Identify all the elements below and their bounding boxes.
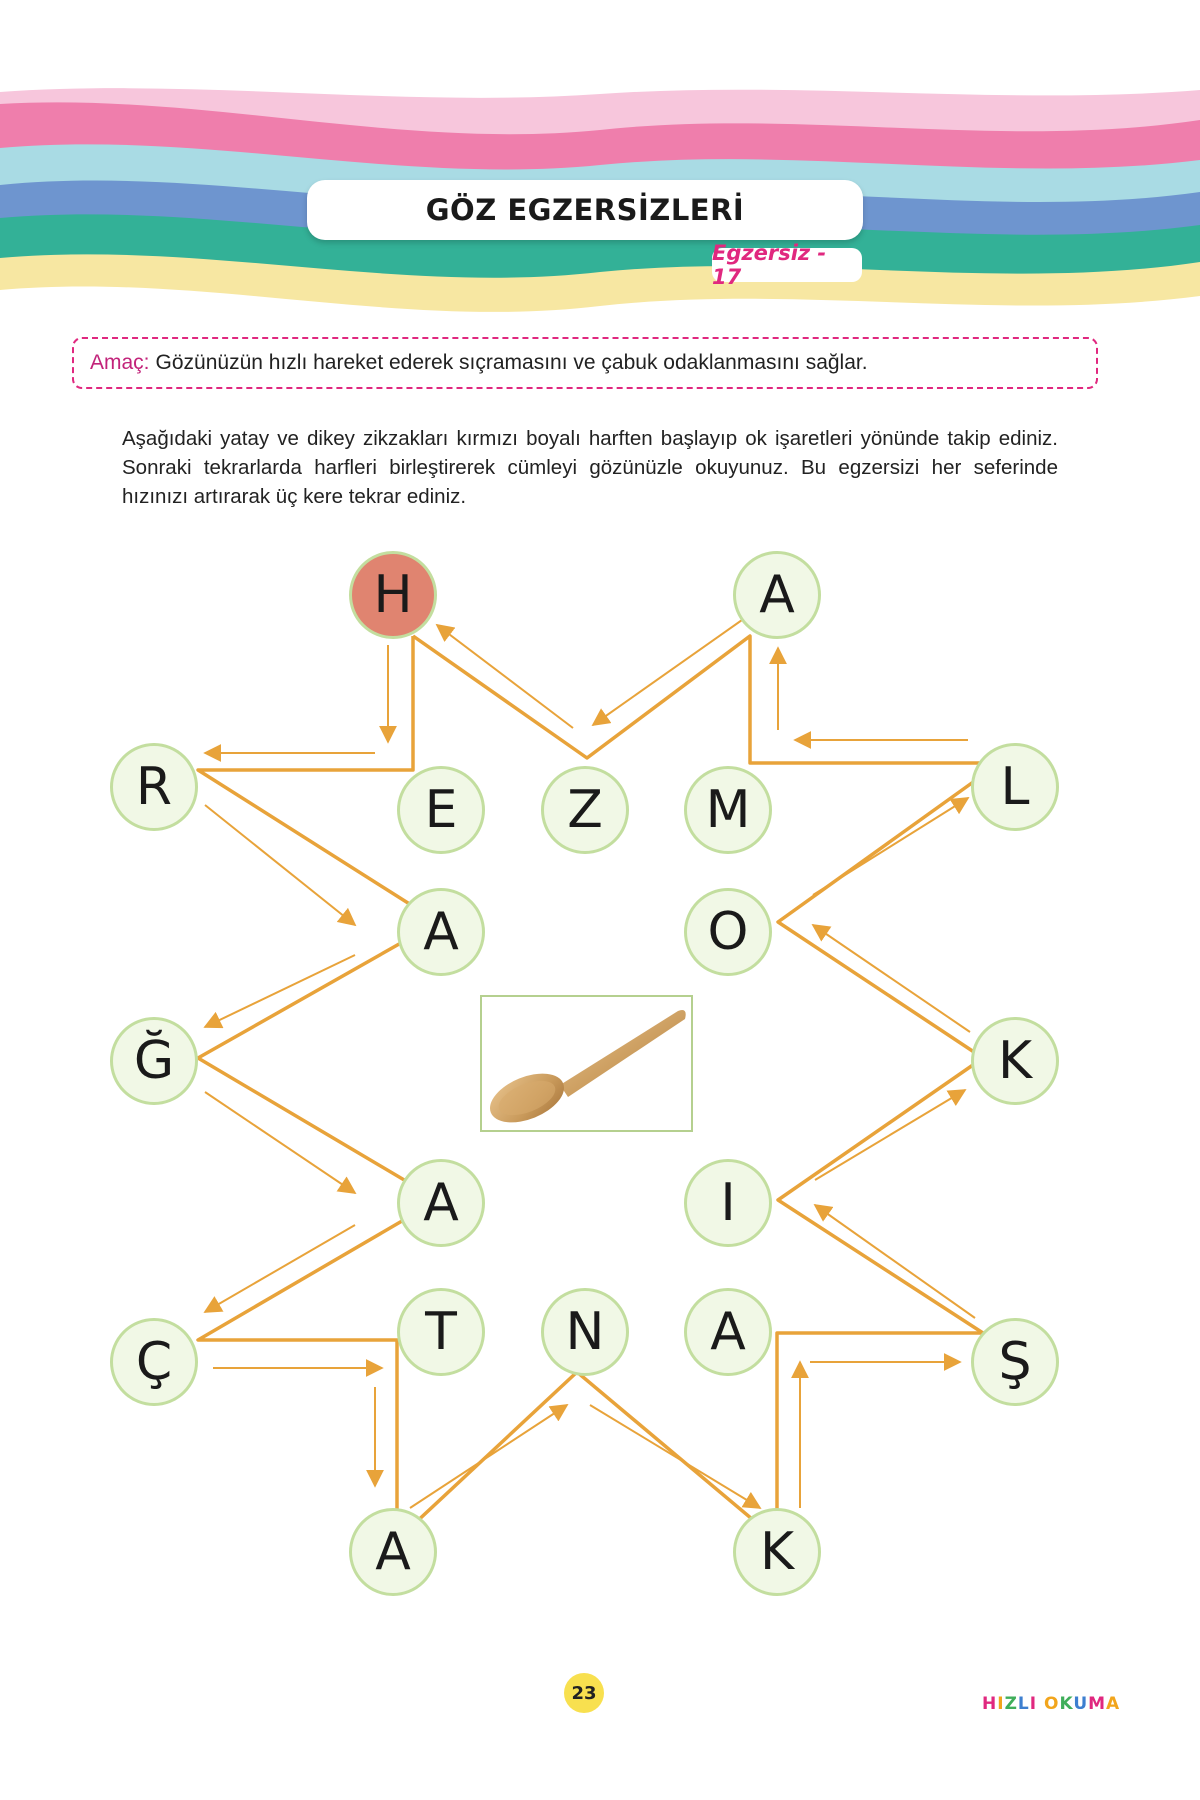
- letter-a: A: [684, 1288, 772, 1376]
- letter-r: R: [110, 743, 198, 831]
- wooden-spoon-icon: [482, 997, 691, 1130]
- letter-g: Ğ: [110, 1017, 198, 1105]
- exercise-number: Egzersiz - 17: [712, 241, 827, 289]
- letter-a: A: [397, 1159, 485, 1247]
- spoon-image-frame: [480, 995, 693, 1132]
- letter-o: O: [684, 888, 772, 976]
- letter-l: L: [971, 743, 1059, 831]
- letter-e: E: [397, 766, 485, 854]
- letter-n: N: [541, 1288, 629, 1376]
- brand-letter: H: [982, 1694, 998, 1714]
- letter-t: T: [397, 1288, 485, 1376]
- brand-letter: L: [1017, 1694, 1030, 1714]
- goal-label: Amaç:: [90, 351, 150, 374]
- letter-k: K: [733, 1508, 821, 1596]
- page-number: 23: [564, 1673, 604, 1713]
- letter-z: Z: [541, 766, 629, 854]
- brand-letter: O: [1043, 1694, 1060, 1714]
- letter-i: I: [684, 1159, 772, 1247]
- letter-m: M: [684, 766, 772, 854]
- letter-a: A: [349, 1508, 437, 1596]
- letter-a: A: [397, 888, 485, 976]
- brand-letter: I: [1029, 1694, 1038, 1714]
- brand-letter: A: [1106, 1694, 1121, 1714]
- brand-letter: I: [997, 1694, 1005, 1714]
- brand-letter: M: [1088, 1694, 1107, 1714]
- instructions-text: Aşağıdaki yatay ve dikey zikzakları kırmızı boyalı harften başlayıp ok işaretleri yönünde takip ediniz. Sonraki tekrarlarda harfleri birleştirerek cümleyi gözünüzle okuyunuz. Bu egzersizi her seferinde hızınızı artırarak üç kere tekrar ediniz.: [122, 427, 1058, 508]
- letter-c: Ç: [110, 1318, 198, 1406]
- brand-letter: U: [1073, 1694, 1089, 1714]
- goal-text: Gözünüzün hızlı hareket ederek sıçramasını ve çabuk odaklanmasını sağlar.: [155, 351, 868, 374]
- page-title: GÖZ EGZERSİZLERİ: [425, 193, 745, 227]
- brand-letter: Z: [1004, 1694, 1018, 1714]
- brand-letter: [1037, 1694, 1044, 1714]
- brand-letter: K: [1059, 1694, 1074, 1714]
- brand-logo: [982, 1694, 1120, 1714]
- letter-s: Ş: [971, 1318, 1059, 1406]
- letter-a: A: [733, 551, 821, 639]
- letter-h-start: H: [349, 551, 437, 639]
- letter-k: K: [971, 1017, 1059, 1105]
